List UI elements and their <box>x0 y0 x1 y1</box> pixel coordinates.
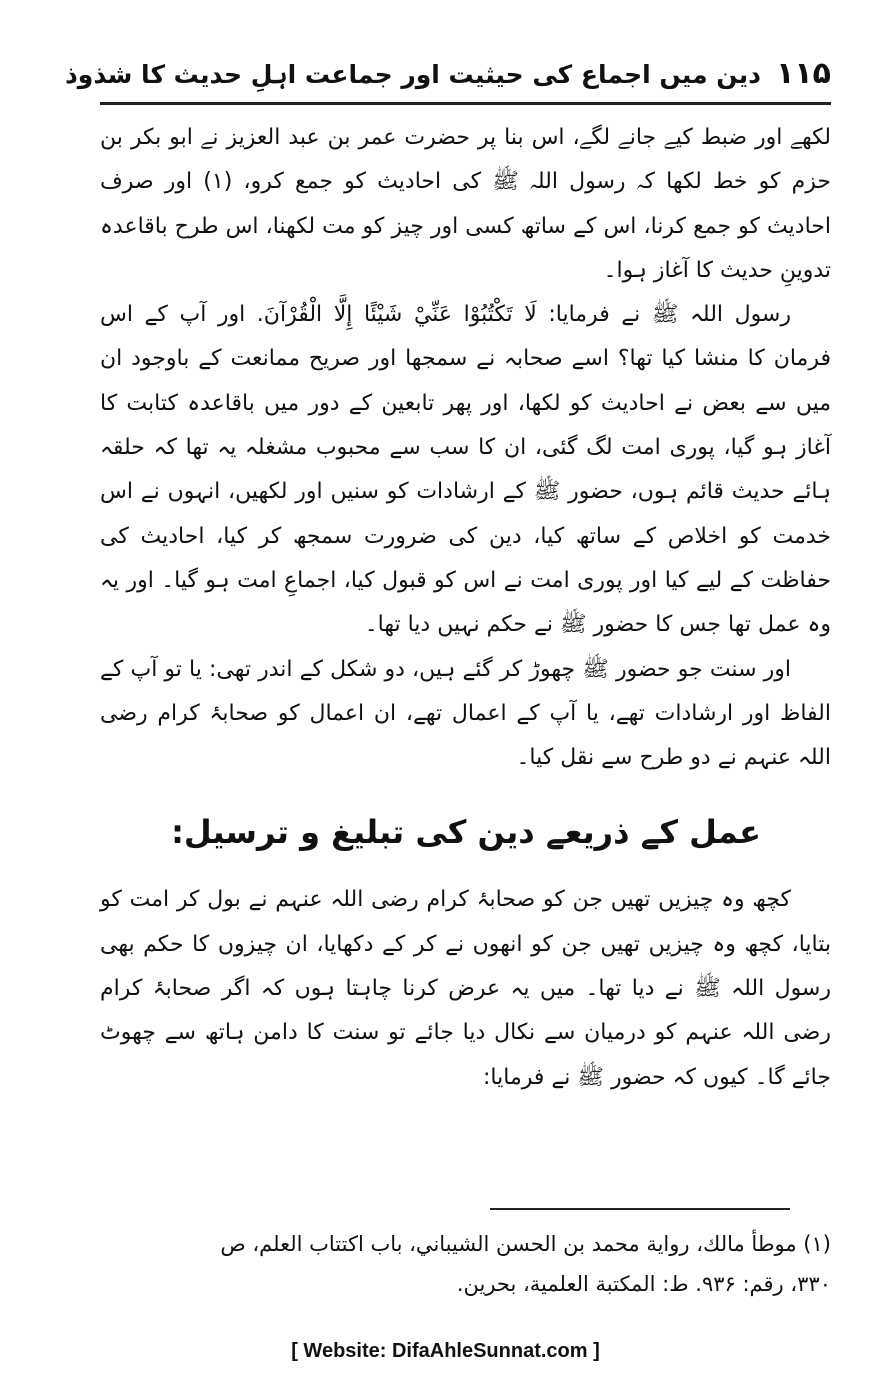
page-number: ۱۱۵ <box>776 56 831 91</box>
paragraph-1: لکھے اور ضبط کیے جانے لگے، اس بنا پر حضرت عمر بن عبد العزیز نے ابو بکر بن حزم کو خط لکھا کہ رسول اللہ ﷺ کی احادیث کو جمع کرو، (۱) اور صرف احادیث کو جمع کرنا، اس کے ساتھ کسی اور چیز کو مت لکھنا، اس طرح باقاعدہ تدوینِ حدیث کا آغاز ہوا۔ <box>100 125 832 283</box>
header-rule <box>100 102 831 105</box>
footnote-line-1: (۱) موطأ مالك، رواية محمد بن الحسن الشيباني، باب اكتتاب العلم، ص <box>220 1232 831 1256</box>
footnote-rule <box>490 1208 790 1210</box>
paragraph-2: رسول اللہ ﷺ نے فرمایا: لَا تَكْتُبُوْا عَنِّيْ شَيْئًا إِلَّا الْقُرْآنَ. اور آپ کے اس فرمان کا منشا کیا تھا؟ اسے صحابہ نے سمجھا اور صریح ممانعت کے باوجود ان میں سے بعض نے احادیث کو لکھا، اور پھر تابعین کے دور میں باقاعدہ کتابت کا آغاز ہو گیا، پوری امت لگ گئی، ان کا سب سے محبوب مشغلہ یہ تھا کہ حلقہ ہائے حدیث قائم ہوں، حضور ﷺ کے ارشادات کو سنیں اور لکھیں، انہوں نے اس خدمت کو اخلاص کے ساتھ کیا، دین کی ضرورت سمجھ کر کیا، احادیث کی حفاظت کے لیے کیا اور پوری امت نے اس کو قبول کیا، اجماعِ امت ہو گیا۔ اور یہ وہ عمل تھا جس کا حضور ﷺ نے حکم نہیں دیا تھا۔ <box>100 302 831 638</box>
footnote <box>100 1224 831 1304</box>
paragraph-4: کچھ وہ چیزیں تھیں جن کو صحابۂ کرام رضی اللہ عنہم نے بول کر امت کو بتایا، کچھ وہ چیزیں تھیں جن کو انھوں نے کر کے دکھایا، ان چیزوں کا حکم بھی رسول اللہ ﷺ نے دیا تھا۔ میں یہ عرض کرنا چاہتا ہوں کہ اگر صحابۂ کرام رضی اللہ عنہم کو درمیان سے نکال دیا جائے تو سنت کا دامن ہاتھ سے چھوٹ جائے گا۔ کیوں کہ حضور ﷺ نے فرمایا: <box>100 887 831 1090</box>
footnote-line-2: ۳۳۰، رقم: ۹۳۶. ط: المكتبة العلمية، بحرين. <box>456 1272 831 1296</box>
main-text <box>100 116 831 1100</box>
website-footer: [ Website: DifaAhleSunnat.com ] <box>291 1340 600 1362</box>
running-title: دین میں اجماع کی حیثیت اور جماعت اہلِ حدیث کا شذوذ <box>64 60 761 89</box>
section-heading: عمل کے ذریعے دین کی تبلیغ و ترسیل: <box>171 813 761 852</box>
page-header <box>64 50 831 112</box>
paragraph-3: اور سنت جو حضور ﷺ چھوڑ کر گئے ہیں، دو شکل کے اندر تھی: یا تو آپ کے الفاظ اور ارشادات تھے، یا آپ کے اعمال تھے، ان اعمال کو صحابۂ کرام رضی اللہ عنہم نے دو طرح سے نقل کیا۔ <box>100 656 831 771</box>
